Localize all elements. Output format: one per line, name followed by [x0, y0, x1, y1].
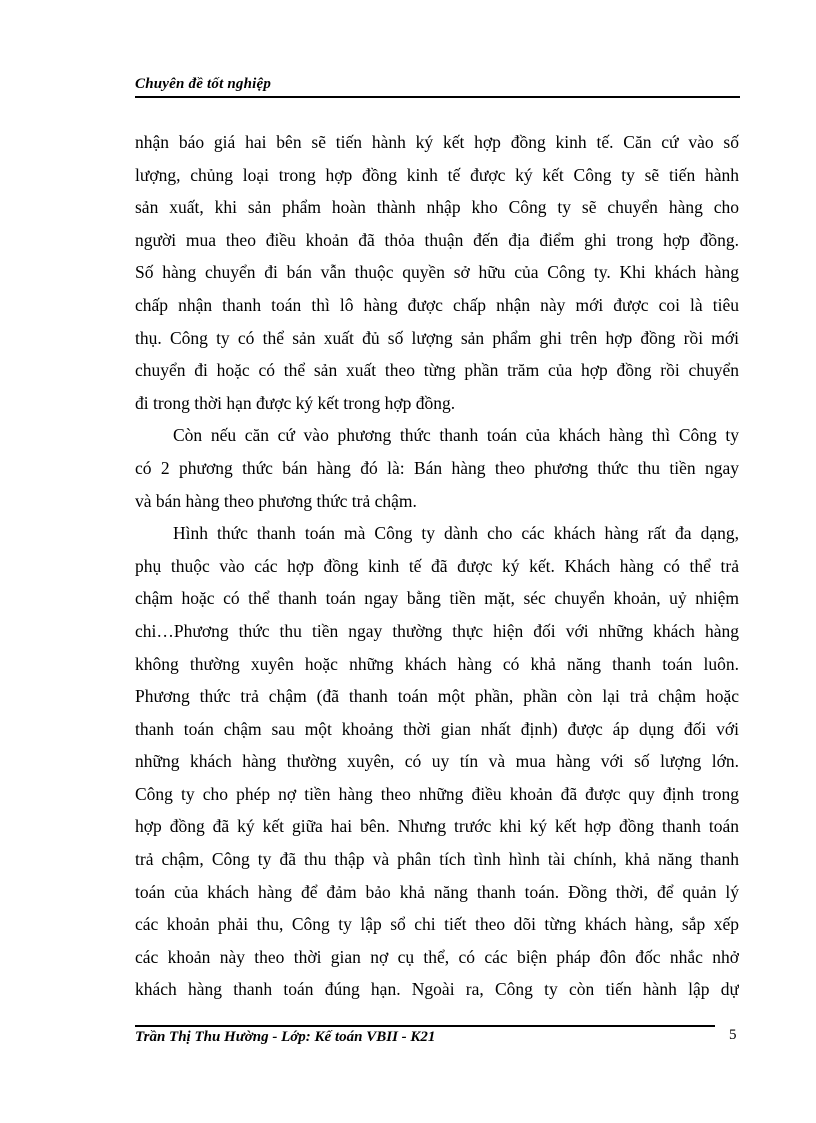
text-line: có 2 phương thức bán hàng đó là: Bán hàng theo phương thức thu tiền ngay [135, 457, 739, 478]
text-line: Phương thức trả chậm (đã thanh toán một phần, phần còn lại trả chậm hoặc [135, 686, 739, 707]
header-title: Chuyên đề tốt nghiệp [135, 76, 272, 92]
text-line: khách hàng thanh toán đúng hạn. Ngoài ra, Công ty còn tiến hành lập dự [135, 979, 739, 1000]
text-line: chậm hoặc có thể thanh toán ngay bằng tiền mặt, séc chuyển khoản, uỷ nhiệm [135, 588, 739, 609]
text-line: lượng, chủng loại trong hợp đồng kinh tế được ký kết Công ty sẽ tiến hành [135, 164, 739, 185]
footer-rule [135, 1025, 715, 1027]
text-line: và bán hàng theo phương thức trả chậm. [135, 490, 417, 511]
text-line: chuyển đi hoặc có thể sản xuất theo từng phần trăm của hợp đồng rồi chuyển [135, 360, 739, 381]
text-line: chấp nhận thanh toán thì lô hàng được chấp nhận này mới được coi là tiêu [135, 294, 739, 315]
text-line: Hình thức thanh toán mà Công ty dành cho các khách hàng rất đa dạng, [173, 523, 739, 544]
text-line: chi…Phương thức thu tiền ngay thường thực hiện đối với những khách hàng [135, 620, 739, 641]
text-line: toán của khách hàng để đảm bảo khả năng thanh toán. Đồng thời, để quản lý [135, 881, 739, 902]
text-line: trả chậm, Công ty đã thu thập và phân tích tình hình tài chính, khả năng thanh [135, 849, 739, 870]
text-line: thụ. Công ty có thể sản xuất đủ số lượng sản phẩm ghi trên hợp đồng rồi mới [135, 327, 739, 348]
text-line: hợp đồng đã ký kết giữa hai bên. Nhưng trước khi ký kết hợp đồng thanh toán [135, 816, 739, 837]
text-line: nhận báo giá hai bên sẽ tiến hành ký kết hợp đồng kinh tế. Căn cứ vào số [135, 132, 739, 152]
page-number: 5 [729, 1027, 737, 1043]
text-line: đi trong thời hạn được ký kết trong hợp đồng. [135, 392, 456, 413]
text-line: phụ thuộc vào các hợp đồng kinh tế đã được ký kết. Khách hàng có thể trả [135, 555, 739, 576]
text-line: các khoản phải thu, Công ty lập sổ chi tiết theo dõi từng khách hàng, sắp xếp [135, 914, 739, 935]
text-line: người mua theo điều khoản đã thỏa thuận đến địa điểm ghi trong hợp đồng. [135, 229, 739, 250]
text-line: Số hàng chuyển đi bán vẫn thuộc quyền sở hữu của Công ty. Khi khách hàng [135, 262, 739, 283]
text-line: Còn nếu căn cứ vào phương thức thanh toán của khách hàng thì Công ty [173, 425, 739, 446]
footer-author: Trần Thị Thu Hường - Lớp: Kế toán VBII - K21 [135, 1029, 436, 1045]
text-line: Công ty cho phép nợ tiền hàng theo những điều khoản đã được quy định trong [135, 783, 739, 804]
body-text [135, 126, 739, 1006]
header-rule [135, 96, 740, 98]
text-line: không thường xuyên hoặc những khách hàng có khả năng thanh toán luôn. [135, 653, 739, 674]
text-line: những khách hàng thường xuyên, có uy tín và mua hàng với số lượng lớn. [135, 751, 739, 772]
text-line: thanh toán chậm sau một khoảng thời gian nhất định) được áp dụng đối với [135, 718, 739, 739]
text-line: các khoản này theo thời gian nợ cụ thể, có các biện pháp đôn đốc nhắc nhở [135, 946, 739, 967]
text-line: sản xuất, khi sản phẩm hoàn thành nhập kho Công ty sẽ chuyển hàng cho [135, 197, 739, 218]
